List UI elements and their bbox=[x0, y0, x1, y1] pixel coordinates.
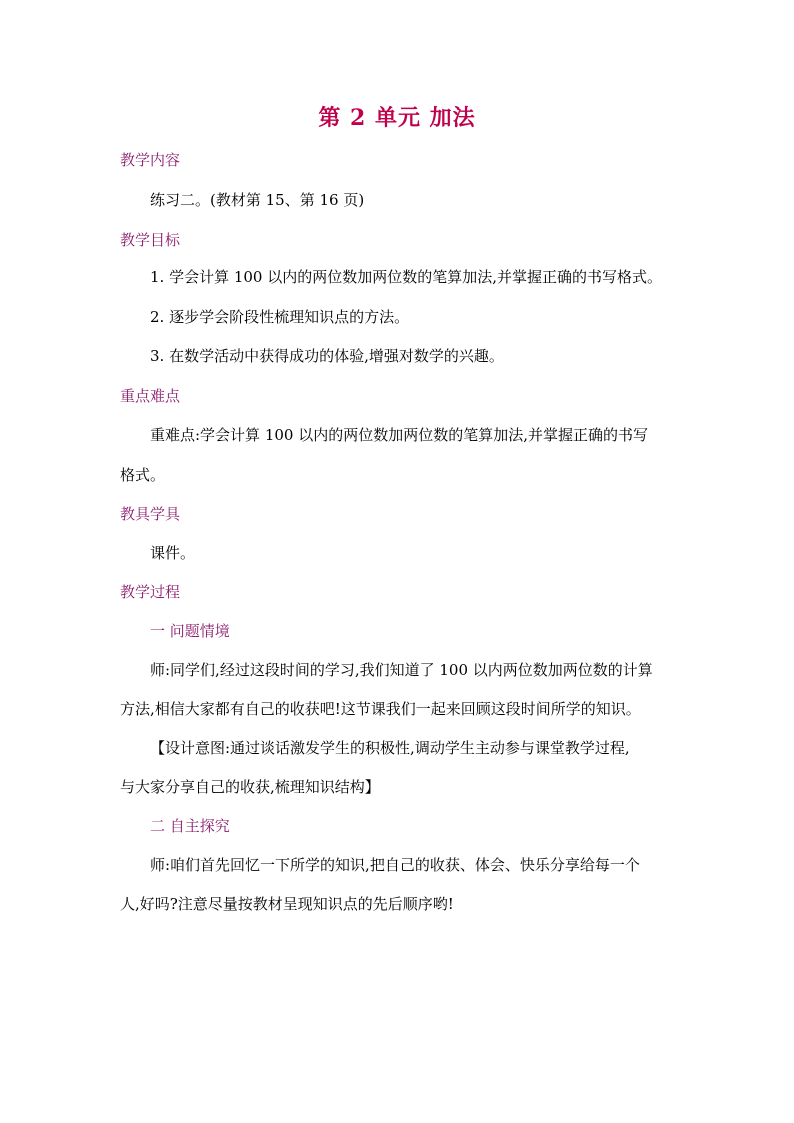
process-part2-p1-line-2: 人,好吗?注意尽量按教材呈现知识点的先后顺序哟! bbox=[120, 895, 454, 913]
goal-item-3: 3. 在数学活动中获得成功的体验,增强对数学的兴趣。 bbox=[150, 347, 504, 365]
goal-item-1: 1. 学会计算 100 以内的两位数加两位数的笔算加法,并掌握正确的书写格式。 bbox=[150, 268, 663, 286]
key-points-line-1: 重难点:学会计算 100 以内的两位数加两位数的笔算加法,并掌握正确的书写 bbox=[150, 426, 648, 444]
heading-key-points: 重点难点 bbox=[120, 387, 181, 405]
process-part1-p2-line-2: 与大家分享自己的收获,梳理知识结构】 bbox=[120, 778, 380, 796]
goal-item-2: 2. 逐步学会阶段性梳理知识点的方法。 bbox=[150, 308, 410, 326]
process-part2-p1-line-1: 师:咱们首先回忆一下所学的知识,把自己的收获、体会、快乐分享给每一个 bbox=[150, 856, 640, 874]
heading-teaching-content: 教学内容 bbox=[120, 151, 181, 169]
subheading-problem-situation: 一 问题情境 bbox=[150, 622, 230, 640]
key-points-line-2: 格式。 bbox=[120, 466, 166, 484]
teaching-content-text: 练习二。(教材第 15、第 16 页) bbox=[150, 191, 365, 209]
heading-teaching-tools: 教具学具 bbox=[120, 505, 181, 523]
process-part1-p2-line-1: 【设计意图:通过谈话激发学生的积极性,调动学生主动参与课堂教学过程, bbox=[150, 739, 630, 757]
page-title: 第 2 单元 加法 bbox=[318, 105, 476, 131]
subheading-self-exploration: 二 自主探究 bbox=[150, 817, 230, 835]
teaching-tools-text: 课件。 bbox=[150, 544, 196, 562]
process-part1-p1-line-2: 方法,相信大家都有自己的收获吧!这节课我们一起来回顾这段时间所学的知识。 bbox=[120, 700, 641, 718]
heading-teaching-process: 教学过程 bbox=[120, 583, 181, 601]
heading-teaching-goals: 教学目标 bbox=[120, 231, 181, 249]
process-part1-p1-line-1: 师:同学们,经过这段时间的学习,我们知道了 100 以内两位数加两位数的计算 bbox=[150, 661, 653, 679]
